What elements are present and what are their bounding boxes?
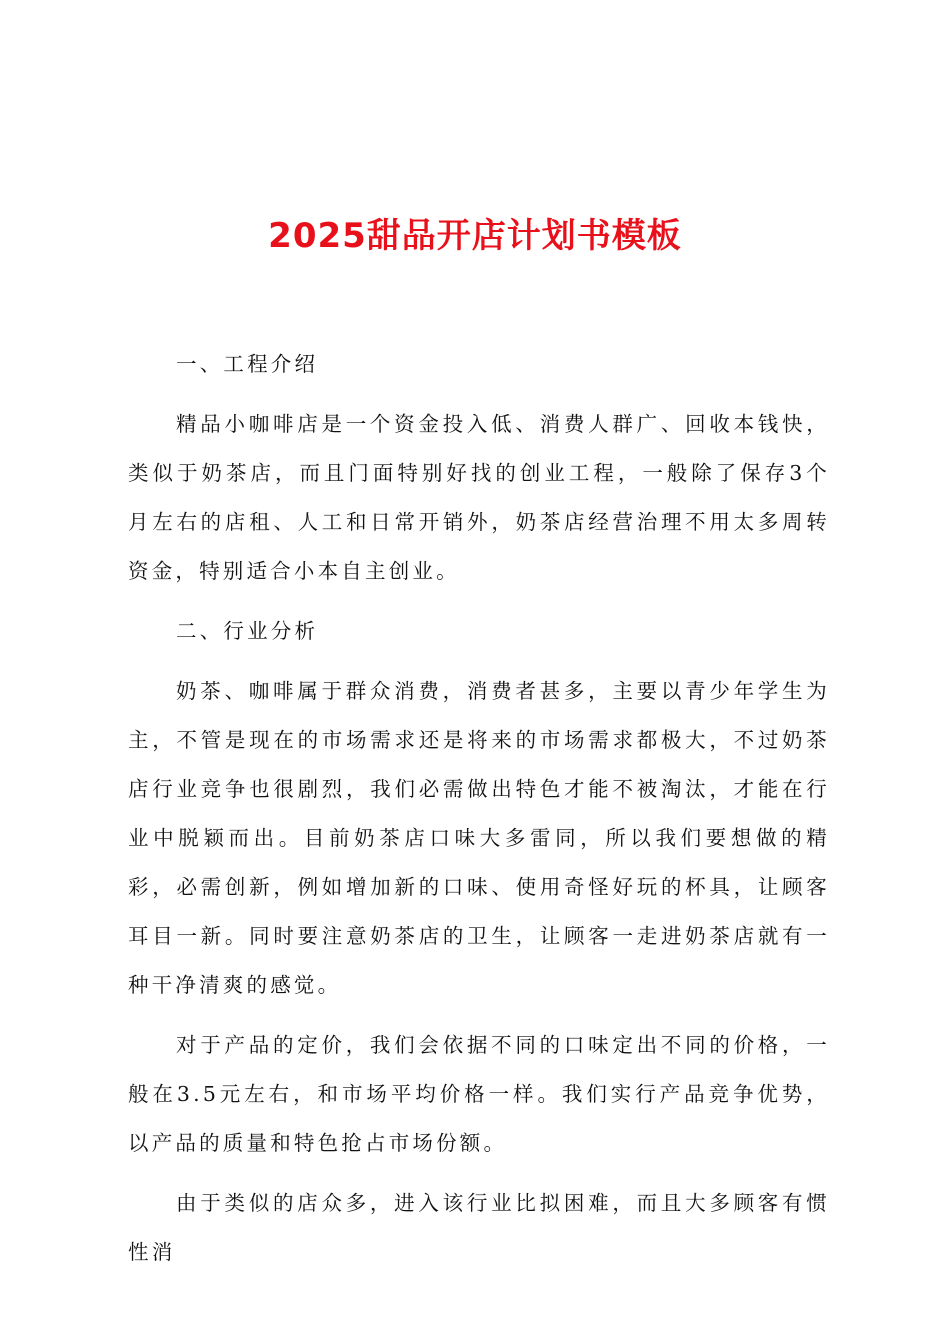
section-heading-industry: 二、行业分析: [176, 619, 319, 643]
document-body: [128, 340, 830, 1277]
paragraph-pricing: 对于产品的定价，我们会依据不同的口味定出不同的价格，一般在3.5元左右，和市场平均价格一样。我们实行产品竞争优势，以产品的质量和特色抢占市场份额。: [128, 1033, 830, 1155]
section-heading-intro: 一、工程介绍: [176, 352, 319, 376]
document-title: 2025甜品开店计划书模板: [268, 216, 682, 256]
paragraph-competition: 由于类似的店众多，进入该行业比拟困难，而且大多顾客有惯性消: [128, 1191, 830, 1264]
paragraph-intro: 精品小咖啡店是一个资金投入低、消费人群广、回收本钱快，类似于奶茶店，而且门面特别好找的创业工程，一般除了保存3个月左右的店租、人工和日常开销外，奶茶店经营治理不用太多周转资金，特别适合小本自主创业。: [128, 412, 830, 583]
paragraph-industry: 奶茶、咖啡属于群众消费，消费者甚多，主要以青少年学生为主，不管是现在的市场需求还是将来的市场需求都极大，不过奶茶店行业竞争也很剧烈，我们必需做出特色才能不被淘汰，才能在行业中脱颖而出。目前奶茶店口味大多雷同，所以我们要想做的精彩，必需创新，例如增加新的口味、使用奇怪好玩的杯具，让顾客耳目一新。同时要注意奶茶店的卫生，让顾客一走进奶茶店就有一种干净清爽的感觉。: [128, 679, 830, 997]
